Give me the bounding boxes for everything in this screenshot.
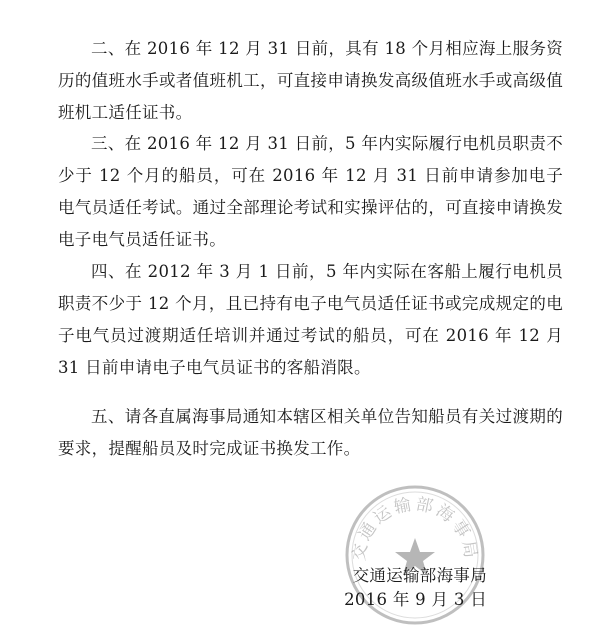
paragraph-item-5: 五、请各直属海事局通知本辖区相关单位告知船员有关过渡期的要求，提醒船员及时完成证书换发工作。 [58, 407, 563, 458]
seal-text: 交通运输部海事局 [349, 494, 481, 563]
issuing-organization: 交通运输部海事局 [352, 566, 487, 585]
issue-date: 2016 年 9 月 3 日 [344, 590, 487, 609]
paragraph-item-3: 三、在 2016 年 12 月 31 日前，5 年内实际履行电机员职责不少于 12 个月的船员，可在 2016 年 12 月 31 日前申请参加电子电气员适任考试。通过全部理论考试和实操评估的，可直接申请换发电子电气员适任证书。 [58, 134, 563, 249]
paragraph-item-2: 二、在 2016 年 12 月 31 日前，具有 18 个月相应海上服务资历的值班水手或者值班机工，可直接申请换发高级值班水手或高级值班机工适任证书。 [58, 39, 563, 122]
paragraph-item-4: 四、在 2012 年 3 月 1 日前，5 年内实际在客船上履行电机员职责不少于 12 个月，且已持有电子电气员适任证书或完成规定的电子电气员过渡期适任培训并通过考试的船员，可在 2016 年 12 月 31 日前申请电子电气员证书的客船消限。 [58, 262, 563, 377]
